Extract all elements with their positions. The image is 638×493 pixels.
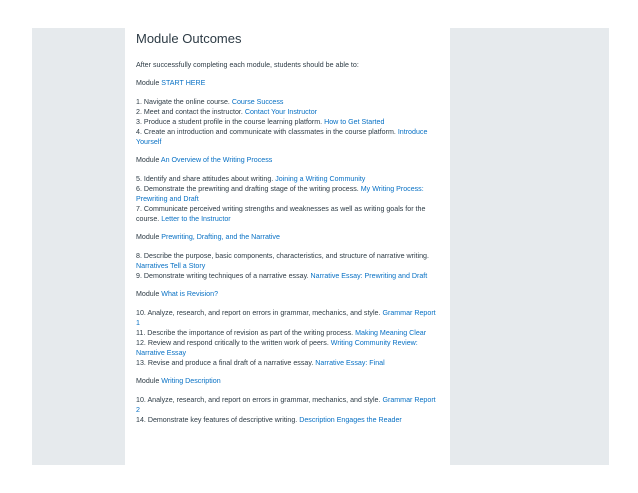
outcome-text: 10. Analyze, research, and report on errors in grammar, mechanics, and style.	[136, 396, 383, 404]
outcome-list	[136, 308, 440, 368]
module-heading	[136, 156, 440, 165]
module-heading	[136, 290, 440, 299]
module-list	[136, 79, 440, 425]
outcome-text: 14. Demonstrate key features of descriptive writing.	[136, 416, 300, 424]
module-prefix: Module	[136, 156, 161, 164]
module-heading	[136, 79, 440, 88]
module-link[interactable]: What is Revision?	[161, 290, 219, 298]
outcome-text: 10. Analyze, research, and report on errors in grammar, mechanics, and style.	[136, 309, 383, 317]
assignment-link[interactable]: Narratives Tell a Story	[136, 262, 206, 270]
outcome-item	[136, 395, 440, 415]
assignment-link[interactable]: Making Meaning Clear	[355, 329, 427, 337]
outcome-list	[136, 174, 440, 224]
outcome-text: 1. Navigate the online course.	[136, 98, 232, 106]
outcome-item	[136, 127, 440, 147]
outcome-item	[136, 174, 440, 184]
outcome-item	[136, 97, 440, 107]
outcome-list	[136, 395, 440, 425]
document-content	[125, 31, 450, 425]
outcome-text: 9. Demonstrate writing techniques of a narrative essay.	[136, 272, 311, 280]
document-page	[125, 28, 450, 465]
outcome-item	[136, 328, 440, 338]
outcome-text: 8. Describe the purpose, basic components, characteristics, and structure of narrative writing.	[136, 252, 429, 260]
outcome-text: 4. Create an introduction and communicate with classmates in the course platform.	[136, 128, 398, 136]
outcome-item	[136, 308, 440, 328]
assignment-link[interactable]: Letter to the Instructor	[161, 215, 231, 223]
assignment-link[interactable]: How to Get Started	[324, 118, 385, 126]
assignment-link[interactable]: Course Success	[231, 98, 284, 106]
outcome-list	[136, 251, 440, 281]
module-prefix: Module	[136, 79, 162, 87]
assignment-link[interactable]: Narrative Essay: Final	[315, 359, 385, 367]
outcome-item	[136, 204, 440, 224]
outcome-item	[136, 184, 440, 204]
assignment-link[interactable]: Contact Your Instructor	[244, 108, 318, 116]
outcome-text: 12. Review and respond critically to the written work of peers.	[136, 339, 331, 347]
outcome-item	[136, 107, 440, 117]
module-link[interactable]: An Overview of the Writing Process	[160, 156, 273, 164]
module-link[interactable]: Prewriting, Drafting, and the Narrative	[161, 233, 280, 241]
outcome-item	[136, 338, 440, 358]
outcome-text: 7. Communicate perceived writing strengths and weaknesses as well as writing goals for the course.	[136, 205, 426, 223]
assignment-link[interactable]: Grammar Report 1	[136, 309, 436, 327]
outcome-item	[136, 271, 440, 281]
outcome-item	[136, 415, 440, 425]
module-prefix: Module	[136, 377, 162, 385]
outcome-text: 13. Revise and produce a final draft of a narrative essay.	[136, 359, 316, 367]
assignment-link[interactable]: Description Engages the Reader	[299, 416, 402, 424]
outcome-text: 5. Identify and share attitudes about writing.	[136, 175, 276, 183]
assignment-link[interactable]: Joining a Writing Community	[275, 175, 366, 183]
page-title: Module Outcomes	[136, 31, 242, 46]
module-heading	[136, 377, 440, 386]
module-prefix: Module	[136, 290, 162, 298]
outcome-text: 2. Meet and contact the instructor.	[136, 108, 245, 116]
assignment-link[interactable]: Grammar Report 2	[136, 396, 436, 414]
outcome-text: 3. Produce a student profile in the course learning platform.	[136, 118, 325, 126]
outcome-list	[136, 97, 440, 147]
module-heading	[136, 233, 440, 242]
outcome-text: 6. Demonstrate the prewriting and drafting stage of the writing process.	[136, 185, 361, 193]
module-link[interactable]: Writing Description	[161, 377, 221, 385]
module-prefix: Module	[136, 233, 162, 241]
outcome-text: 11. Describe the importance of revision as part of the writing process.	[136, 329, 356, 337]
assignment-link[interactable]: Writing Community Review: Narrative Essay	[136, 339, 418, 357]
outcome-item	[136, 251, 440, 271]
assignment-link[interactable]: My Writing Process: Prewriting and Draft	[136, 185, 424, 203]
outcome-item	[136, 117, 440, 127]
module-link[interactable]: START HERE	[161, 79, 206, 87]
assignment-link[interactable]: Narrative Essay: Prewriting and Draft	[310, 272, 428, 280]
assignment-link[interactable]: Introduce Yourself	[136, 128, 428, 146]
intro-text: After successfully completing each module, students should be able to:	[136, 61, 359, 69]
outcome-item	[136, 358, 440, 368]
